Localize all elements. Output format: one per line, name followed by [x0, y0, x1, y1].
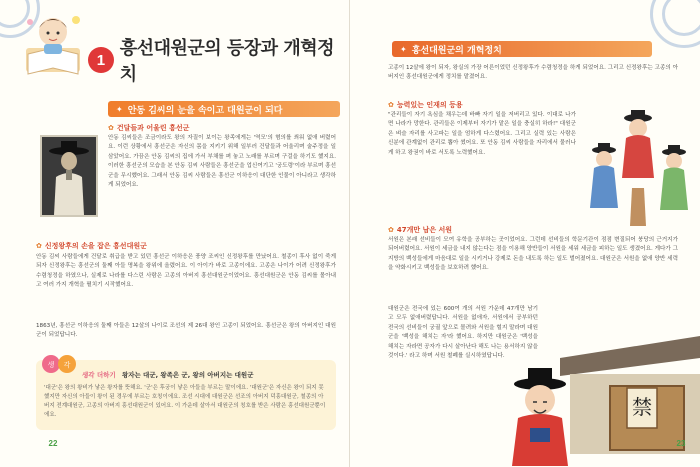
subheading — [388, 100, 463, 110]
body-paragraph: 안동 김씨 사람들에게 건달로 취급을 받고 있던 흥선군 이하응은 풍양 조씨인 신정왕후를 만났어요. 철종이 후사 없이 죽게 되자 신정왕후는 흥선군의 둘째 아들 명복을 왕위에 올렸어요. 이 아이가 바로 고종이에요. 고종은 나이가 어려 신정왕후가 수렴청정을 하였으나, 실제로 나라를 다스린 사람은 고종의 아버지 흥선대원군이었어요. 흥선대원군은 안동 김씨를 몰아내고 여러 가지 개혁을 펼치기 시작했어요. — [36, 254, 336, 289]
body-paragraph: 1863년, 흥선군 이하응의 둘째 아들은 12살의 나이로 조선의 제 26대 왕인 고종이 되었어요. 흥선군은 왕의 아버지인 대원군이 되었답니다. — [36, 323, 336, 339]
body-paragraph: 대원군은 전국에 있는 600여 개의 서원 가운데 47개만 남기고 모두 없애버렸답니다. 서원을 없애자, 서원에서 공부하던 전국의 선비들이 궁궐 앞으로 몰려와 서원을 헐지 말라며 대원군을 '백성을 해치는 자'라 했어요. 하지만 대원군은 '백성을 해치는 자라면 공자가 다시 살아난다 해도 나는 용서하지 않을 것이다.' 라고 하며 서원 철폐를 실시하였답니다. — [388, 306, 538, 360]
tip-label: 생각 더하기 — [82, 371, 116, 379]
signboard-char: 禁 — [632, 395, 652, 419]
star-icon: ✦ — [116, 104, 123, 114]
flower-bullet-icon: ✿ — [108, 124, 114, 132]
page-number: 23 — [676, 438, 686, 448]
section-title-bar — [392, 41, 652, 57]
chapter-title: 흥선대원군의 등장과 개혁정치 — [119, 38, 334, 85]
portrait-photo — [40, 135, 98, 217]
chapter-number: 1 — [88, 47, 114, 73]
portrait-figure-icon — [42, 137, 96, 215]
flower-bullet-icon: ✿ — [36, 242, 42, 250]
section-title-bar — [108, 101, 340, 117]
official-at-gate-illustration — [500, 318, 700, 466]
reading-child-illustration — [18, 8, 88, 86]
tip-title: 왕자는 대군, 왕족은 군, 왕의 아버지는 대원군 — [121, 371, 254, 379]
body-paragraph: 고종이 12살에 왕이 되자, 왕실의 가장 어른이었던 신정왕후가 수렴청정을 하게 되었어요. 그리고 신정왕후는 고종의 아버지인 흥선대원군에게 정치를 맡겼어요. — [388, 65, 678, 81]
subheading — [108, 123, 189, 133]
flower-bullet-icon: ✿ — [388, 101, 394, 109]
section-title: 흥선대원군의 개혁정치 — [411, 45, 502, 56]
subheading-text: 신정왕후의 손을 잡은 흥선대원군 — [44, 242, 147, 250]
body-paragraph: 안동 김씨들은 조금이라도 왕의 자질이 보이는 왕족에게는 '역모'의 혐의를 씌워 없애 버렸어요. 이런 상황에서 흥선군은 자신의 몸을 지키기 위해 일부러 건달들과 어울리며 술주정을 일삼았어요. 가끔은 안동 김씨의 집에 가서 부채를 펴 놓고 노래를 부르며 구걸을 하기도 했지요. 이러한 흥선군의 모습을 본 안동 김씨 사람들은 흥선군을 업신여기고 '궁도령'이라 부르며 흥선군을 무시했어요. 그래서 안동 김씨 사람들은 흥선군 이하응이 대단한 인물이 아니라고 생각하게 되었어요. — [108, 135, 336, 189]
subheading-text: 능력있는 인재의 등용 — [396, 101, 463, 109]
body-paragraph: 서원은 본래 선비들이 모여 유학을 공부하는 곳이었어요. 그런데 선비들의 학문기관이 점점 변질되어 붕당의 근거지가 되어버렸어요. 서원이 세금을 내지 않는다는 점을 이용해 양반들이 서원을 세워 세금을 피하는 일도 생겼어요. 게다가 그 지방의 백성들에게 마음대로 일을 시키거나 강제로 돈을 내도록 하는 일도 벌어졌어요. 대원군은 서원을 없애 양반 세력을 약화시키고 백성들을 보호하려 했어요. — [388, 237, 678, 272]
flower-bullet-icon: ✿ — [388, 226, 394, 234]
subheading-text: 47개만 남은 서원 — [396, 226, 453, 234]
subheading — [36, 241, 147, 251]
svg-text:생: 생 — [47, 361, 55, 369]
svg-text:각: 각 — [63, 361, 71, 369]
tip-text: '대군'은 왕의 왕비가 낳은 왕자를 뜻해요. '군'은 후궁이 낳은 아들을 부르는 말이에요. '대원군'은 자신은 왕이 되지 못했지만 자신의 아들이 왕이 된 경우에 부르는 호칭이에요. 조선 시대에 대원군은 선조의 아버지 덕흥대원군, 철종의 아버지 전계대원군, 고종의 아버지 흥선대원군이 있어요. 이 가운데 살아서 대원군의 칭호를 받은 사람은 흥선대원군뿐이에요. — [44, 385, 326, 418]
scholars-illustration — [582, 108, 694, 228]
subheading-text: 건달들과 어울린 흥선군 — [116, 124, 190, 132]
page-number: 22 — [48, 438, 58, 448]
right-page — [350, 0, 700, 467]
section-title: 안동 김씨의 눈을 속이고 대원군이 되다 — [127, 105, 283, 116]
star-icon: ✦ — [400, 44, 407, 54]
chapter-heading — [88, 34, 349, 86]
subheading — [388, 225, 452, 235]
think-more-icon — [42, 354, 76, 374]
tip-heading — [82, 370, 253, 379]
body-paragraph: "관리들이 자기 욕심을 채우는데 바빠 자기 일을 저버리고 있다. 이대로 나가면 나라가 망한다. 관리들은 이제부터 자기가 맡은 일을 충실히 하라!" 대원군은 벼슬 자리를 사고파는 일을 엄하게 다스렸어요. 그리고 실력 있는 사람은 신분에 관계없이 관리로 뽑아 썼어요. 또 안동 김씨 사람들을 자리에서 물러나게 하고 왕권이 바로 서도록 노력했어요. — [388, 112, 576, 156]
